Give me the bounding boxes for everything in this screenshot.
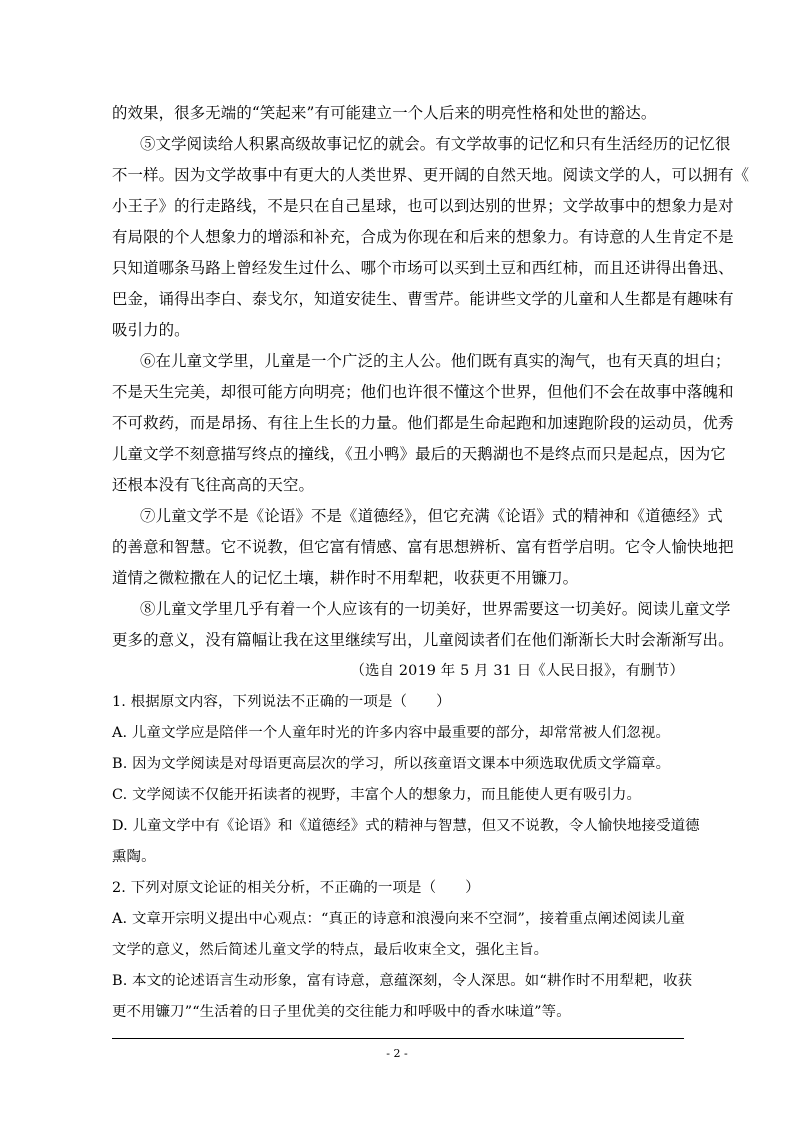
paragraph-8-start: ⑧儿童文学里几乎有着一个人应该有的一切美好，世界需要这一切美好。阅读儿童文学	[140, 600, 731, 618]
question-2-option-b-cont: 更不用镰刀”“生活着的日子里优美的交往能力和呼吸中的香水味道”等。	[112, 1004, 571, 1020]
text-line: 还根本没有飞往高高的天空。	[112, 476, 315, 494]
question-1-option-d-cont: 熏陶。	[112, 849, 156, 865]
question-2-option-b: B. 本文的论述语言生动形象，富有诗意，意蕴深刻，令人深思。如“耕作时不用犁耙，收获	[112, 973, 693, 989]
footer-divider	[112, 1038, 684, 1039]
question-2-option-a-cont: 文学的意义，然后简述儿童文学的特点，最后收束全文，强化主旨。	[112, 942, 549, 958]
question-1-option-a: A. 儿童文学应是陪伴一个人童年时光的许多内容中最重要的部分，却常常被人们忽视。	[112, 725, 670, 741]
question-1-option-c: C. 文学阅读不仅能开拓读者的视野，丰富个人的想象力，而且能使人更有吸引力。	[112, 787, 642, 803]
text-line: 儿童文学不刻意描写终点的撞线，《丑小鸭》最后的天鹅湖也不是终点而只是起点，因为它	[112, 445, 726, 463]
text-line: 只知道哪条马路上曾经发生过什么、哪个市场可以买到土豆和西红柿，而且还讲得出鲁迅、	[112, 259, 734, 277]
paragraph-5-start: ⑤文学阅读给人积累高级故事记忆的就会。有文学故事的记忆和只有生活经历的记忆很	[140, 135, 731, 153]
text-line: 小王子》的行走路线，不是只在自己星球，也可以到达别的世界；文学故事中的想象力是对	[112, 197, 734, 215]
text-line: 吸引力的。	[112, 321, 190, 339]
paragraph-6-start: ⑥在儿童文学里，儿童是一个广泛的主人公。他们既有真实的淘气，也有天真的坦白；	[140, 352, 731, 370]
page-number: - 2 -	[386, 1047, 408, 1060]
paragraph-7-start: ⑦儿童文学不是《论语》不是《道德经》，但它充满《论语》式的精神和《道德经》式	[140, 507, 723, 525]
text-line: 不是天生完美，却很可能方向明亮；他们也许很不懂这个世界，但他们不会在故事中落魄和	[112, 383, 734, 401]
text-line: 更多的意义，没有篇幅让我在这里继续写出，儿童阅读者们在他们渐渐长大时会渐渐写出。	[112, 631, 734, 649]
source-citation: （选自 2019 年 5 月 31 日《人民日报》，有删节）	[350, 663, 684, 679]
question-1-option-b: B. 因为文学阅读是对母语更高层次的学习，所以孩童语文课本中须选取优质文学篇章。	[112, 756, 671, 772]
question-1-option-d: D. 儿童文学中有《论语》和《道德经》式的精神与智慧，但又不说教，令人愉快地接受道德	[112, 818, 700, 834]
text-line: 不一样。因为文学故事中有更大的人类世界、更开阔的自然天地。阅读文学的人，可以拥有《	[112, 166, 750, 184]
text-line: 有局限的个人想象力的增添和补充，合成为你现在和后来的想象力。有诗意的人生肯定不是	[112, 228, 734, 246]
text-line: 不可救药，而是昂扬、有往上生长的力量。他们都是生命起跑和加速跑阶段的运动员，优秀	[112, 414, 734, 432]
question-2-option-a: A. 文章开宗明义提出中心观点：“真正的诗意和浪漫向来不空洞”，接着重点阐述阅读儿童	[112, 911, 686, 927]
text-line: 道情之微粒撒在人的记忆土壤，耕作时不用犁耙，收获更不用镰刀。	[112, 569, 579, 587]
question-2: 2. 下列对原文论证的相关分析，不正确的一项是（ ）	[112, 880, 480, 896]
question-1: 1. 根据原文内容，下列说法不正确的一项是（ ）	[112, 694, 451, 710]
text-line: 巴金，诵得出李白、泰戈尔，知道安徒生、曹雪芹。能讲些文学的儿童和人生都是有趣味有	[112, 290, 734, 308]
text-line: 的效果，很多无端的“笑起来”有可能建立一个人后来的明亮性格和处世的豁达。	[112, 104, 657, 122]
text-line: 的善意和智慧。它不说教，但它富有情感、富有思想辨析、富有哲学启明。它令人愉快地把	[112, 538, 734, 556]
